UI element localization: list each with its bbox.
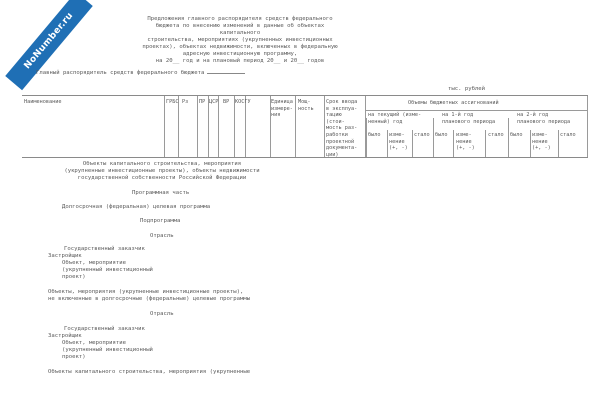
col-name-header: Наименование [24, 99, 62, 105]
subprogram-label: Подпрограмма [140, 218, 181, 224]
code-header-vr: ВР [223, 99, 230, 105]
sub-became: стало [560, 132, 576, 138]
header-table [22, 95, 588, 158]
developer-label-2: Застройщик [48, 333, 82, 339]
object-label: Объект, мероприятие (укрупненный инвестиционный проект) [62, 260, 153, 280]
period-year2-header: на 2-й год планового периода [517, 112, 571, 125]
code-header-pr: ПР [199, 99, 206, 105]
title-line: на 20__ год и на плановый период 20__ и 20__ годов [155, 58, 325, 64]
code-header-csr: ЦСР [209, 99, 219, 105]
developer-label: Застройщик [48, 253, 82, 259]
object-label-2: Объект, мероприятие (укрупненный инвестиционный проект) [62, 340, 153, 360]
document-title [135, 16, 345, 65]
last-line: Объекты капитального строительства, мероприятия (укрупненные [48, 369, 251, 375]
title-line: проектах), объектах недвижимости, включенных в федеральную [142, 44, 338, 50]
col-power-header: Мощ- ность [298, 99, 314, 112]
industry-label: Отрасль [150, 233, 174, 239]
code-header-kosgu: КОСГУ [235, 99, 251, 105]
grbs-label: Главный распорядитель средств федерального бюджета [36, 70, 205, 76]
col-term-header: Срок ввода в эксплуа- тацию (стои- мость раз- работки проектной документа- ции) [326, 99, 358, 158]
title-line: Предложения главного распорядителя средств федерального [147, 16, 333, 22]
grbs-blank-field [207, 73, 245, 74]
grbs-line [36, 70, 245, 77]
sub-change: изме- нение (+, -) [389, 132, 408, 152]
title-line: адресную инвестиционную программу, [182, 51, 298, 57]
industry-label-2: Отрасль [150, 311, 174, 317]
sub-was: было [435, 132, 448, 138]
section-heading: Объекты капитального строительства, мероприятия (укрупненные инвестиционные проекты), объекты недвижимости государственной собственности Российской Федерации [64, 161, 260, 181]
units-label: тыс. рублей [448, 86, 486, 92]
long-term-program-label: Долгосрочная (федеральная) целевая программа [62, 204, 211, 210]
title-line: бюджета по внесению изменений в данные об объектах капитального [155, 23, 325, 36]
customer-label-2: Государственный заказчик [64, 326, 145, 332]
sub-was: было [368, 132, 381, 138]
watermark-logo: NoNumber.ru [5, 0, 93, 90]
sub-became: стало [488, 132, 504, 138]
program-part-label: Программная часть [132, 190, 190, 196]
title-line: строительства, мероприятиях (укрупненных инвестиционных [147, 37, 333, 43]
period-current-header: на текущий (изме- ненный) год [368, 112, 422, 125]
sub-became: стало [414, 132, 430, 138]
sub-change: изме- нение (+, -) [456, 132, 475, 152]
budget-title-header: Объемы бюджетных ассигнований [408, 100, 499, 106]
customer-label: Государственный заказчик [64, 246, 145, 252]
code-header-rz: Рз [182, 99, 189, 105]
period-year1-header: на 1-й год планового периода [442, 112, 496, 125]
col-unit-header: Единица измере- ния [271, 99, 293, 119]
non-program-heading: Объекты, мероприятия (укрупненные инвестиционные проекты), не включенные в долгосрочные (федеральные) целевые программы [48, 289, 251, 302]
sub-was: было [510, 132, 523, 138]
code-header-grbs: ГРБС [166, 99, 179, 105]
sub-change: изме- нение (+, -) [532, 132, 551, 152]
